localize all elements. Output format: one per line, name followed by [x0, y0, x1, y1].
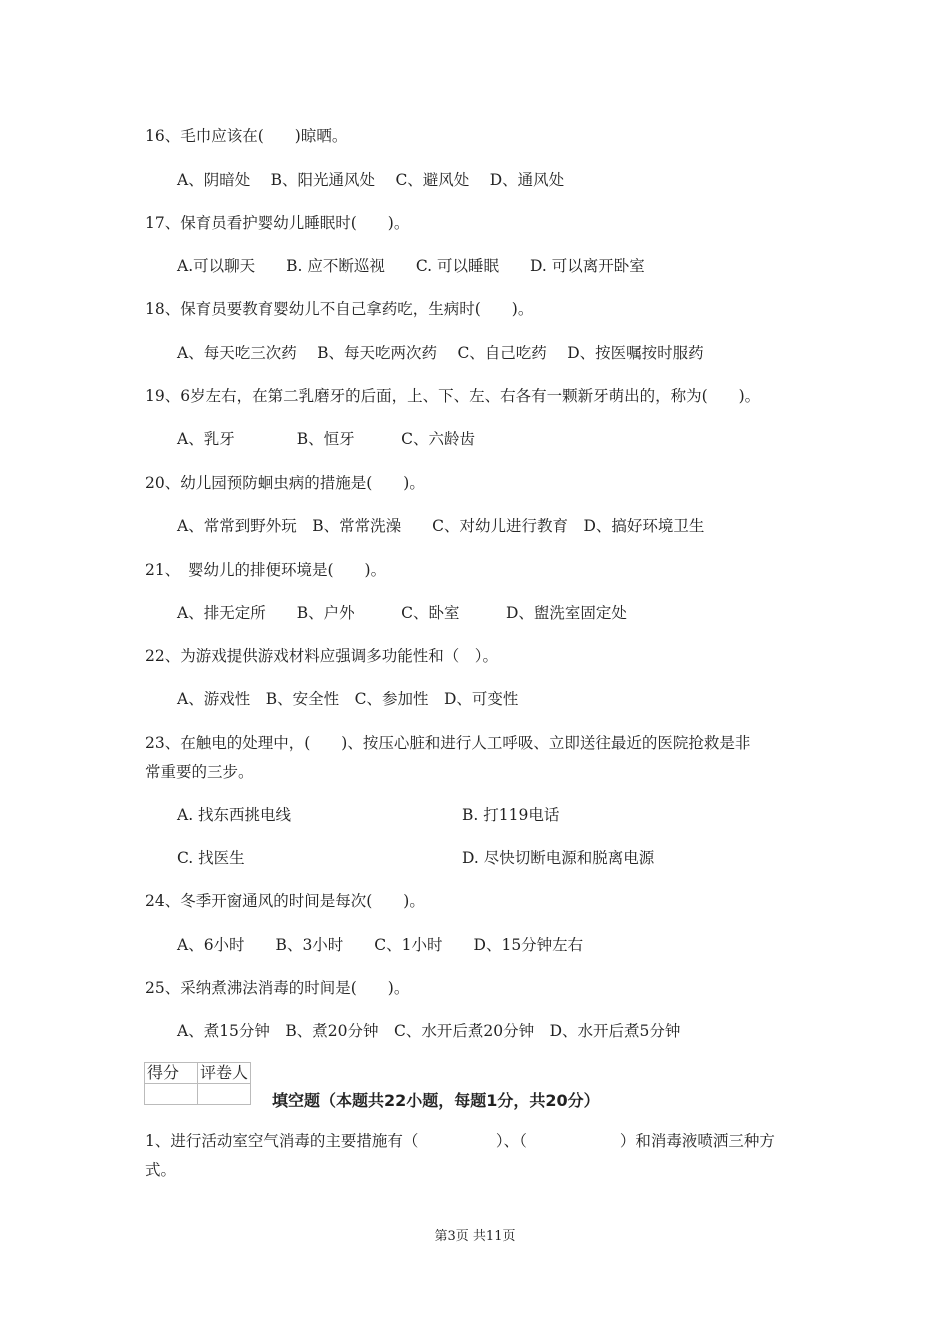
- question-22-options: A、游戏性 B、安全性 C、参加性 D、可变性: [177, 690, 519, 708]
- question-23-stem-line2: 常重要的三步。: [145, 763, 254, 781]
- question-17-stem: 17、保育员看护婴幼儿睡眠时( )。: [145, 214, 410, 232]
- question-20-stem: 20、幼儿园预防蛔虫病的措施是( )。: [145, 474, 425, 492]
- reviewer-cell: [198, 1084, 251, 1105]
- question-25-stem: 25、采纳煮沸法消毒的时间是( )。: [145, 979, 410, 997]
- question-23-option-b: B. 打119电话: [462, 806, 560, 824]
- question-16-stem: 16、毛巾应该在( )晾晒。: [145, 127, 348, 145]
- question-18-stem: 18、保育员要教育婴幼儿不自己拿药吃，生病时( )。: [145, 300, 534, 318]
- reviewer-label: 评卷人: [198, 1063, 251, 1084]
- question-23-option-c: C. 找医生: [177, 849, 245, 867]
- question-22-stem: 22、为游戏提供游戏材料应强调多功能性和（ ）。: [145, 647, 498, 665]
- question-19-options: A、乳牙 B、恒牙 C、六龄齿: [177, 430, 475, 448]
- score-cell: [145, 1084, 198, 1105]
- question-19-stem: 19、6岁左右，在第二乳磨牙的后面，上、下、左、右各有一颗新牙萌出的，称为( )。: [145, 387, 761, 405]
- question-21-stem: 21、 婴幼儿的排便环境是( )。: [145, 561, 387, 579]
- question-17-options: A.可以聊天 B. 应不断巡视 C. 可以睡眠 D. 可以离开卧室: [177, 257, 645, 275]
- score-table: [144, 1062, 251, 1105]
- question-23-option-d: D. 尽快切断电源和脱离电源: [462, 849, 655, 867]
- score-label: 得分: [145, 1063, 198, 1084]
- question-25-options: A、煮15分钟 B、煮20分钟 C、水开后煮20分钟 D、水开后煮5分钟: [177, 1022, 681, 1040]
- question-18-options: A、每天吃三次药 B、每天吃两次药 C、自己吃药 D、按医嘱按时服药: [177, 344, 704, 362]
- fill-question-1-line1: 1、进行活动室空气消毒的主要措施有（ ）、（ ）和消毒液喷洒三种方: [145, 1132, 775, 1150]
- fill-question-1-line2: 式。: [145, 1161, 177, 1179]
- question-23-stem-line1: 23、在触电的处理中，( )、按压心脏和进行人工呼吸、立即送往最近的医院抢救是非: [145, 734, 751, 752]
- question-23-option-a: A. 找东西挑电线: [177, 806, 292, 824]
- question-20-options: A、常常到野外玩 B、常常洗澡 C、对幼儿进行教育 D、搞好环境卫生: [177, 517, 705, 535]
- question-24-options: A、6小时 B、3小时 C、1小时 D、15分钟左右: [177, 936, 584, 954]
- question-16-options: A、阴暗处 B、阳光通风处 C、避风处 D、通风处: [177, 171, 565, 189]
- section-title: 填空题（本题共22小题，每题1分，共20分）: [272, 1091, 600, 1110]
- page-number: 第3页 共11页: [434, 1229, 516, 1244]
- question-21-options: A、排无定所 B、户外 C、卧室 D、盥洗室固定处: [177, 604, 627, 622]
- question-24-stem: 24、冬季开窗通风的时间是每次( )。: [145, 892, 425, 910]
